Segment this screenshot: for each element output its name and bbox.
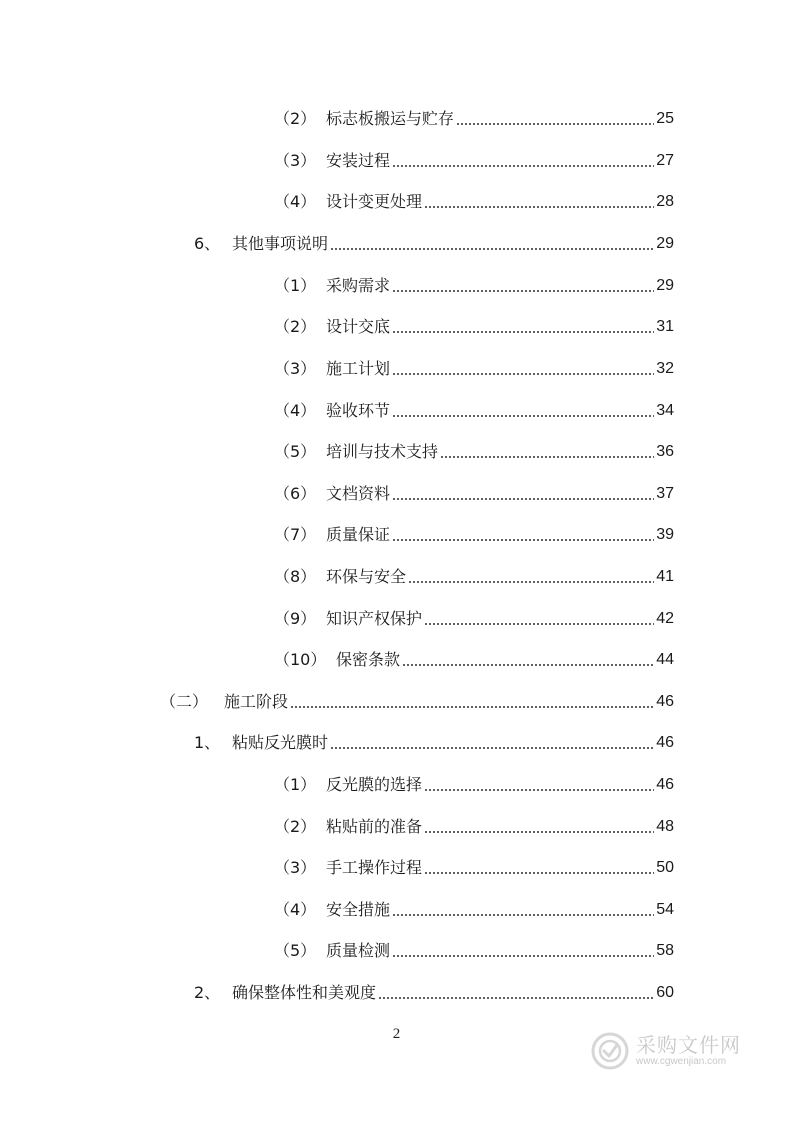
toc-dot-leader [424, 623, 654, 625]
toc-entry[interactable] [160, 688, 674, 712]
toc-dot-leader [424, 831, 654, 833]
toc-entry-page: 50 [656, 859, 674, 876]
toc-dot-leader [402, 664, 654, 666]
toc-entry-title: 文档资料 [326, 484, 391, 503]
toc-entry[interactable] [274, 147, 674, 171]
watermark-text: 采购文件网 [636, 1033, 741, 1057]
toc-dot-leader [424, 206, 654, 208]
toc-dot-leader [456, 123, 654, 125]
toc-entry-number: （4） [274, 900, 317, 919]
toc-entry[interactable] [194, 979, 674, 1003]
toc-entry-title: 验收环节 [326, 401, 391, 420]
toc-entry-number: （4） [274, 401, 317, 420]
toc-entry-title: 培训与技术支持 [326, 442, 439, 461]
toc-entry-number: （6） [274, 484, 317, 503]
toc-entry[interactable] [274, 397, 674, 421]
toc-entry-number: （8） [274, 567, 317, 586]
toc-entry-page: 46 [656, 693, 674, 710]
toc-entry-number: （3） [274, 359, 317, 378]
toc-entry[interactable] [274, 605, 674, 629]
toc-dot-leader [408, 581, 654, 583]
toc-entry[interactable] [274, 105, 674, 129]
toc-entry[interactable] [194, 729, 674, 753]
toc-entry[interactable] [274, 313, 674, 337]
toc-entry-page: 27 [656, 152, 674, 169]
toc-entry-number: 6、 [194, 234, 221, 253]
toc-entry-number: （4） [274, 192, 317, 211]
watermark-logo-icon [590, 1031, 630, 1071]
toc-entry-title: 环保与安全 [326, 567, 407, 586]
toc-entry[interactable] [274, 480, 674, 504]
toc-dot-leader [392, 914, 654, 916]
toc-entry-page: 46 [656, 734, 674, 751]
toc-entry-title: 其他事项说明 [232, 234, 329, 253]
toc-entry-title: 采购需求 [326, 276, 391, 295]
toc-dot-leader [378, 997, 654, 999]
toc-dot-leader [392, 498, 654, 500]
toc-entry-page: 29 [656, 235, 674, 252]
toc-entry-title: 反光膜的选择 [326, 775, 423, 794]
toc-entry[interactable] [274, 355, 674, 379]
toc-entry-number: （10） [274, 650, 327, 669]
toc-dot-leader [392, 415, 654, 417]
toc-entry-page: 39 [656, 526, 674, 543]
toc-entry-title: 安全措施 [326, 900, 391, 919]
toc-entry-title: 设计交底 [326, 317, 391, 336]
toc-entry-title: 质量检测 [326, 941, 391, 960]
toc-entry-page: 28 [656, 193, 674, 210]
toc-entry-number: （1） [274, 775, 317, 794]
toc-entry-page: 58 [656, 942, 674, 959]
toc-entry[interactable] [274, 854, 674, 878]
toc-entry-title: 标志板搬运与贮存 [326, 109, 455, 128]
toc-entry-number: （2） [274, 317, 317, 336]
toc-dot-leader [330, 747, 654, 749]
toc-entry-page: 46 [656, 776, 674, 793]
toc-entry[interactable] [274, 438, 674, 462]
toc-dot-leader [440, 456, 654, 458]
toc-entry-page: 32 [656, 360, 674, 377]
toc-entry-page: 44 [656, 651, 674, 668]
toc-entry-title: 知识产权保护 [326, 609, 423, 628]
toc-entry-number: （7） [274, 525, 317, 544]
toc-entry-title: 粘贴前的准备 [326, 817, 423, 836]
toc-entry-page: 34 [656, 402, 674, 419]
toc-entry[interactable] [274, 813, 674, 837]
toc-dot-leader [392, 539, 654, 541]
toc-entry[interactable] [274, 771, 674, 795]
toc-entry[interactable] [274, 521, 674, 545]
toc-entry-title: 设计变更处理 [326, 192, 423, 211]
toc-entry-title: 保密条款 [336, 650, 401, 669]
toc-dot-leader [290, 706, 654, 708]
toc-entry-page: 60 [656, 984, 674, 1001]
toc-dot-leader [392, 373, 654, 375]
toc-entry-number: 1、 [194, 733, 221, 752]
toc-entry-page: 48 [656, 818, 674, 835]
toc-entry-page: 54 [656, 901, 674, 918]
toc-dot-leader [392, 955, 654, 957]
toc-entry-page: 42 [656, 610, 674, 627]
toc-entry-page: 25 [656, 110, 674, 127]
watermark-url: www.cgwenjian.com [636, 1056, 727, 1067]
watermark [590, 1026, 760, 1076]
toc-entry[interactable] [194, 230, 674, 254]
toc-entry[interactable] [274, 646, 674, 670]
toc-entry-number: （9） [274, 609, 317, 628]
toc-entry-number: （2） [274, 109, 317, 128]
toc-dot-leader [392, 331, 654, 333]
toc-dot-leader [424, 789, 654, 791]
toc-entry-title: 确保整体性和美观度 [232, 983, 377, 1002]
toc-entry-title: 手工操作过程 [326, 858, 423, 877]
toc-entry-number: （5） [274, 941, 317, 960]
toc-entry[interactable] [274, 896, 674, 920]
toc-entry-number: （5） [274, 442, 317, 461]
toc-dot-leader [424, 872, 654, 874]
toc-entry-number: （3） [274, 858, 317, 877]
toc-entry-number: （3） [274, 151, 317, 170]
toc-entry-page: 31 [656, 318, 674, 335]
toc-entry-number: （1） [274, 276, 317, 295]
toc-entry-page: 36 [656, 443, 674, 460]
toc-entry-page: 37 [656, 485, 674, 502]
toc-dot-leader [330, 248, 654, 250]
toc-entry-page: 41 [656, 568, 674, 585]
toc-entry-title: 施工阶段 [224, 692, 289, 711]
toc-entry[interactable] [274, 188, 674, 212]
toc-entry-number: 2、 [194, 983, 221, 1002]
toc-entry[interactable] [274, 563, 674, 587]
toc-entry-number: （2） [274, 817, 317, 836]
page-number: 2 [392, 1026, 401, 1042]
toc-entry[interactable] [274, 937, 674, 961]
toc-entry-title: 安装过程 [326, 151, 391, 170]
toc-entry-number: （二） [160, 692, 209, 711]
toc-dot-leader [392, 290, 654, 292]
toc-entry-title: 施工计划 [326, 359, 391, 378]
toc-entry[interactable] [274, 272, 674, 296]
toc-entry-title: 粘贴反光膜时 [232, 733, 329, 752]
toc-entry-title: 质量保证 [326, 525, 391, 544]
toc-dot-leader [392, 165, 654, 167]
toc-entry-page: 29 [656, 277, 674, 294]
